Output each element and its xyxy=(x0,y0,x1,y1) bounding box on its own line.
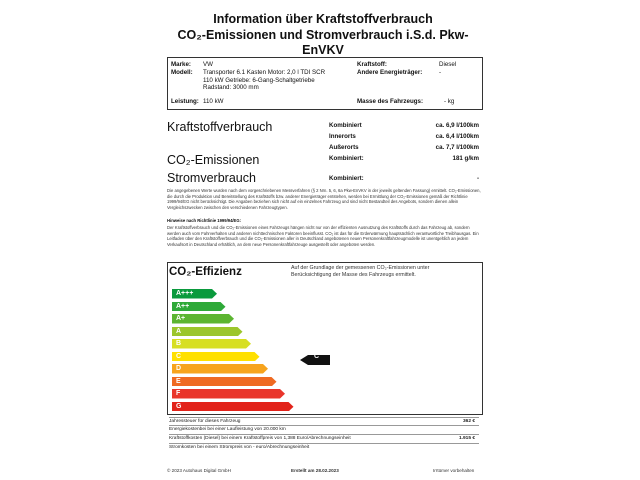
energie-label: Andere Energieträger: xyxy=(357,69,423,76)
footer-date: Erstellt am 28.02.2023 xyxy=(291,468,339,473)
efficiency-class-label: A++ xyxy=(176,302,190,310)
efficiency-bar-shape xyxy=(172,377,278,387)
title-line-1: Information über Kraftstoffverbrauch xyxy=(213,12,433,26)
cost-label: Energiekostenbei bei einer Laufleistung von 20.000 km xyxy=(169,427,286,432)
strom-kombiniert-value: - xyxy=(476,175,479,182)
kraftstoff-value: Diesel xyxy=(439,61,457,68)
current-class-marker xyxy=(300,352,330,362)
modell-value-1: Transporter 6.1 Kasten Motor: 2,0 l TDI SCR xyxy=(203,69,326,76)
current-class-label: C xyxy=(314,352,320,360)
kombiniert-label: Kombiniert xyxy=(329,122,362,129)
footer-disclaimer: Irrtümer vorbehalten xyxy=(433,468,475,473)
masse-value: - kg xyxy=(444,98,455,105)
kraftstoffverbrauch-heading: Kraftstoffverbrauch xyxy=(167,120,273,134)
efficiency-class-label: A+++ xyxy=(176,290,194,297)
efficiency-class-label: D xyxy=(176,365,182,372)
efficiency-bar xyxy=(172,289,218,299)
strom-heading: Stromverbrauch xyxy=(167,171,256,185)
efficiency-bar xyxy=(172,377,278,387)
hint-note: Der Kraftstoffverbrauch und die CO₂-Emissionen eines Fahrzeugs hängen nicht nur von der effizienten Ausnutzung des Kraftstoffs durch das Fahrzeug ab, sondern werden auch vom Fahrverhalten und anderen nichttechnischen Faktoren beeinflusst. CO₂ ist das für die Erderwärmung hauptsächlich verantwortliche Treibhausgas. Ein Leitfaden über den Kraftstoffverbrauch und die CO₂-Emissionen aller in Deutschland angebotenen neuen Personenkraftfahrzeugmodelle ist unentgeltlich an jedem Verkaufsort in Deutschland erhältlich, an dem neue Personenkraftfahrzeuge ausgestellt oder angeboten werden. xyxy=(167,225,479,247)
efficiency-title: CO₂-Effizienz xyxy=(169,266,242,278)
measurement-note: Die angegebenen Werte wurden nach dem vorgeschriebenen Messverfahren (§ 2 Nrn. 5, 6, 6a Pkw-EnVKV in der jeweils geltenden Fassung) ermittelt. CO₂-Emissionen, die durch die Produktion und Bereitstellung des Kraftstoffs bzw. anderer Energieträger entstehen, werden bei Ermittlung der CO₂-Emissionen gemäß der Richtlinie 1999/94/EG nicht berücksichtigt. Die Angaben beziehen sich nicht auf ein einzelnes Fahrzeug und sind nicht Bestandteil des Angebots, sondern dienen allein Vergleichszwecken zwischen den verschiedenen Fahrzeugtypen. xyxy=(167,188,481,210)
co2-kombiniert-label: Kombiniert: xyxy=(329,155,364,162)
cost-row xyxy=(169,425,479,433)
efficiency-bar xyxy=(172,327,244,337)
efficiency-class-label: G xyxy=(176,402,182,410)
efficiency-class-label: A xyxy=(176,327,182,335)
hint-heading: Hinweise nach Richtlinie 1999/94/EG: xyxy=(167,218,242,223)
efficiency-bar-shape xyxy=(172,389,286,399)
cost-row xyxy=(169,417,479,425)
efficiency-bar xyxy=(172,352,261,362)
efficiency-bar-shape xyxy=(172,402,295,412)
efficiency-bar xyxy=(172,402,295,412)
efficiency-class-label: F xyxy=(176,390,181,397)
cost-value: 1.915 € xyxy=(458,436,475,441)
label-document xyxy=(163,0,483,480)
efficiency-bar xyxy=(172,302,227,312)
kombiniert-value: ca. 6,9 l/100km xyxy=(435,122,479,129)
efficiency-bar xyxy=(172,389,286,399)
strom-kombiniert-label: Kombiniert: xyxy=(329,175,364,182)
footer-copyright: © 2023 Autohaus Digital GmbH xyxy=(167,468,231,473)
efficiency-bar xyxy=(172,339,252,349)
efficiency-bar-shape xyxy=(172,327,244,337)
marke-value: VW xyxy=(203,61,213,68)
efficiency-bar-shape xyxy=(172,339,252,349)
ausserorts-label: Außerorts xyxy=(329,144,359,151)
efficiency-class-label: E xyxy=(176,377,181,385)
co2-kombiniert-value: 181 g/km xyxy=(452,155,479,162)
cost-value: 362 € xyxy=(462,419,475,424)
title-line-2: CO₂-Emissionen und Stromverbrauch i.S.d. Pkw-EnVKV xyxy=(177,28,469,57)
modell-label: Modell: xyxy=(171,69,193,76)
efficiency-class-label: A+ xyxy=(176,315,186,322)
modell-value-3: Radstand: 3000 mm xyxy=(203,84,259,91)
efficiency-description: Auf der Grundlage der gemessenen CO₂-Emissionen unter Berücksichtigung der Masse des Fahrzeugs ermittelt. xyxy=(291,265,430,278)
innerorts-label: Innerorts xyxy=(329,133,356,140)
energie-value: - xyxy=(439,69,442,76)
co2-heading: CO₂-Emissionen xyxy=(167,153,260,167)
innerorts-value: ca. 6,4 l/100km xyxy=(435,133,479,140)
leistung-value: 110 kW xyxy=(203,98,224,105)
leistung-label: Leistung: xyxy=(171,98,199,105)
cost-label: Kraftstoffkosten (Diesel) bei einem Kraftstoffpreis von 1,388 Euro/Abrechnungseinheit xyxy=(169,436,351,441)
ausserorts-value: ca. 7,7 l/100km xyxy=(435,144,479,151)
efficiency-bar xyxy=(172,364,269,374)
cost-label: Jahressteuer für dieses Fahrzeug xyxy=(169,419,241,424)
cost-row xyxy=(169,434,479,442)
efficiency-class-label: C xyxy=(176,352,182,360)
efficiency-class-label: B xyxy=(176,340,182,347)
kraftstoff-label: Kraftstoff: xyxy=(357,61,387,68)
efficiency-bar-shape xyxy=(172,364,269,374)
modell-value-2: 110 kW Getriebe: 6-Gang-Schaltgetriebe xyxy=(203,76,315,84)
masse-label: Masse des Fahrzeugs: xyxy=(357,98,424,105)
efficiency-bar-shape xyxy=(172,352,261,362)
marke-label: Marke: xyxy=(171,61,191,68)
cost-label: Stromkosten bei einem Strompreis von - euro/Abrechnungseinheit xyxy=(169,445,310,450)
cost-row xyxy=(169,443,479,451)
efficiency-bar xyxy=(172,314,235,324)
